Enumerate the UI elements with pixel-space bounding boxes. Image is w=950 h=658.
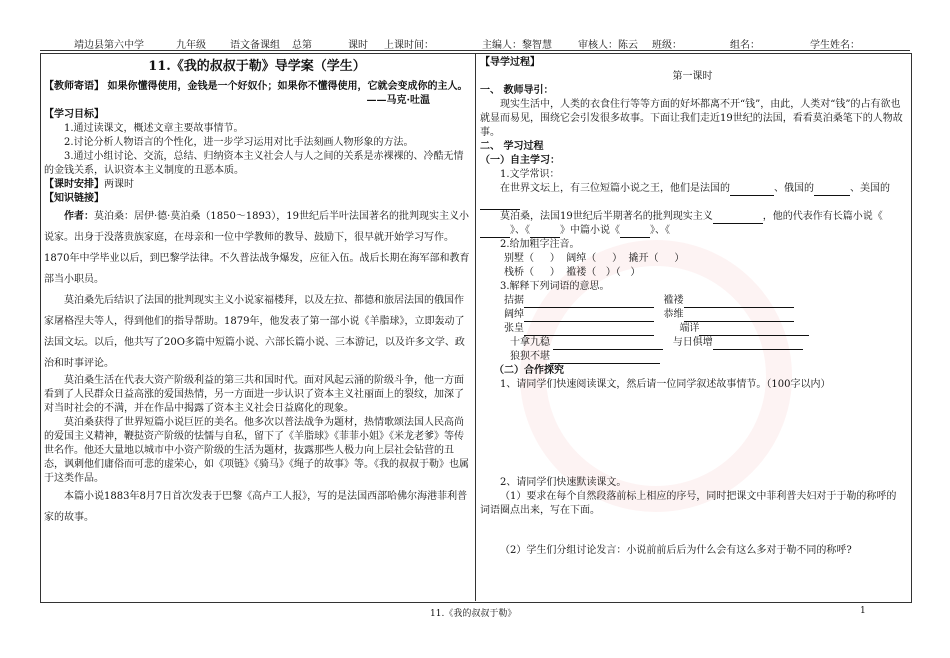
- word-row-1: 拮据 褴褛: [480, 294, 905, 308]
- blank[interactable]: [814, 185, 850, 196]
- schedule: 【课时安排】两课时: [44, 179, 134, 190]
- author-paragraph-1: 作者：莫泊桑：居伊·德·莫泊桑（1850～1893），19世纪后半叶法国著名的批判现实主义小说家。出身于没落贵族家庭，在母亲和一位中学教师的教导、鼓励下，很早就开始学习写作。1870年中学毕业以后，到巴黎学法律。不久普法战争爆发，应征入伍。战后长期在海军部和教育部当小职员。: [44, 211, 470, 285]
- header-reviewer: 审核人：陈云: [578, 40, 638, 51]
- footer-title: 11.《我的叔叔于勒》: [430, 609, 517, 619]
- author-paragraph-5: 本篇小说1883年8月7日首次发表于巴黎《高卢工人报》，写的是法国西部哈佛尔海港菲利普家的故事。: [44, 491, 468, 523]
- author-paragraph-4: 莫泊桑获得了世界短篇小说巨匠的美名。他多次以普法战争为题材，热情歌颂法国人民高尚的爱国主义精神，鞭挞资产阶级的怯懦与自私，留下了《羊脂球》《菲菲小姐》《米龙老爹》等传世名作。他还大量地以城市中小资产阶级的生活为题材，抜露那些人极力向上层社会钻营的丑态，讽刺他们庸俗而可悲的虚荣心，如《项链》《骑马》《绳子的故事》等。《我的叔叔于勒》也属于这类作品。: [44, 417, 469, 484]
- header-total: 总第: [292, 40, 312, 51]
- blank[interactable]: [699, 325, 809, 336]
- blank[interactable]: [713, 213, 763, 224]
- question-3: 3.解释下列词语的意思。: [500, 281, 610, 292]
- goal-2: 2.讨论分析人物语言的个性化，进一步学习运用对比手法刻画人物形象的方法。: [64, 137, 414, 148]
- blank[interactable]: [684, 297, 794, 308]
- word-row-4: 十拿九稳 与日俱增: [480, 336, 905, 350]
- column-divider: [475, 53, 476, 601]
- header-grade: 九年级: [176, 40, 206, 51]
- task-2a: （1）要求在每个自然段落前标上相应的序号，同时把课文中菲利普夫妇对于于勒的称呼的词语圈点出来，写在下面。: [480, 491, 897, 516]
- question-1-line-2: 莫泊桑，法国19世纪后半期著名的批判现实主义 ，他的代表作有长篇小说《》、《 》中篇小说《 》、《: [480, 210, 905, 238]
- answer-space-2[interactable]: [480, 518, 905, 544]
- process-heading: 【导学过程】: [480, 57, 540, 68]
- header-group: 语文备课组: [230, 40, 280, 51]
- author-paragraph-3: 莫泊桑生活在代表大资产阶级利益的第三共和国时代。面对风起云涌的阶级斗争，他一方面看到了人民群众日益高涨的爱国热情，另一方面进一步认识了资本主义社丽面上的裂纹，加深了对当时社会的不满，并在作品中揭露了资本主义社会日益腐化的现象。: [44, 375, 464, 414]
- coop-heading: （二）合作探究: [494, 365, 564, 376]
- blank[interactable]: [524, 297, 654, 308]
- header-school: 靖边县第六中学: [74, 40, 144, 51]
- page-header: [40, 36, 910, 51]
- goal-1: 1.通过读课文，概述文章主要故事情节。: [64, 123, 244, 134]
- phonetic-row-1: 别墅（ ） 阔绰（ ） 撬开（ ）: [504, 253, 685, 264]
- motto: 【教师寄语】 如果你懂得使用，金钱是一个好奴仆；如果你不懂得使用，它就会变成你的主人。: [44, 81, 468, 92]
- blank[interactable]: [684, 311, 794, 322]
- motto-author: ——马克·吐温: [366, 95, 430, 106]
- blank[interactable]: [713, 339, 803, 350]
- footer-page: 1: [860, 606, 866, 616]
- header-class: 班级：: [652, 40, 682, 51]
- right-column: [480, 56, 905, 558]
- lesson-label: 第一课时: [672, 71, 713, 82]
- intro-paragraph: 现实生活中，人类的衣食住行等等方面的好坏都离不开“钱”，由此，人类对“钱”的占有欲也就显而易见，围绕它会引发很多故事。下面让我们走近19世纪的法国，看看莫泊桑笔下的人物故事。: [480, 99, 903, 138]
- word-row-2: 阔绰 恭维: [480, 308, 905, 322]
- blank[interactable]: [730, 185, 774, 196]
- header-time: 上课时间：: [384, 40, 434, 51]
- answer-space-1[interactable]: [480, 392, 905, 476]
- question-1-line-1: 在世界文坛上，有三位短篇小说之王，他们是法国的 、俄国的 、美国的: [480, 182, 905, 210]
- goals-heading: 【学习目标】: [44, 109, 104, 120]
- word-row-3: 张皇 端详: [480, 322, 905, 336]
- goal-3: 3.通过小组讨论、交流，总结、归纳资本主义社会人与人之间的关系是赤裸裸的、冷酷无情的金钱关系，认识资本主义制度的丑恶本质。: [44, 151, 464, 176]
- blank[interactable]: [553, 339, 663, 350]
- header-period: 课时: [348, 40, 368, 51]
- blank[interactable]: [524, 311, 654, 322]
- header-team: 组名：: [730, 40, 760, 51]
- section-process: 二、 学习过程: [480, 141, 544, 152]
- section-guide: 一、 教师导引：: [480, 85, 554, 96]
- question-2: 2.给加粗字注音。: [500, 239, 580, 250]
- links-heading: 【知识链接】: [44, 193, 104, 204]
- blank[interactable]: [530, 227, 560, 238]
- question-1: 1.文学常识：: [500, 169, 560, 180]
- task-1: 1、请同学们快速阅读课文，然后请一位同学叙述故事情节。（100字以内）: [500, 379, 831, 390]
- header-student: 学生姓名：: [810, 40, 860, 51]
- blank[interactable]: [524, 325, 654, 336]
- self-study-heading: （一）自主学习：: [480, 155, 560, 166]
- header-editor: 主编人：黎智慧: [482, 40, 552, 51]
- doc-title: 11.《我的叔叔于勒》导学案（学生）: [148, 59, 366, 74]
- blank[interactable]: [550, 353, 660, 364]
- task-2b: （2）学生们分组讨论发言：小说前前后后为什么会有这么多对于勒不同的称呼?: [500, 545, 852, 556]
- left-column: [44, 56, 470, 528]
- task-2: 2、请同学们快速默读课文。: [500, 477, 627, 488]
- blank[interactable]: [620, 227, 650, 238]
- blank[interactable]: [480, 199, 520, 210]
- blank[interactable]: [480, 227, 510, 238]
- author-paragraph-2: 莫泊桑先后结识了法国的批判现实主义小说家福楼拜，以及左拉、都德和旅居法国的俄国作家屠格涅夫等人，得到他们的指导帮助。1879年，他发表了第一部小说《羊脂球》，立即轰动了法国文坛。以后，他共写了20O多篇中短篇小说、六部长篇小说、三本游记，以及许多文学、政治和时事评论。: [44, 295, 465, 369]
- phonetic-row-2: 栈桥（ ） 褴褛（ ）（ ）: [504, 267, 641, 278]
- word-row-5: 狼狈不堪: [480, 350, 905, 364]
